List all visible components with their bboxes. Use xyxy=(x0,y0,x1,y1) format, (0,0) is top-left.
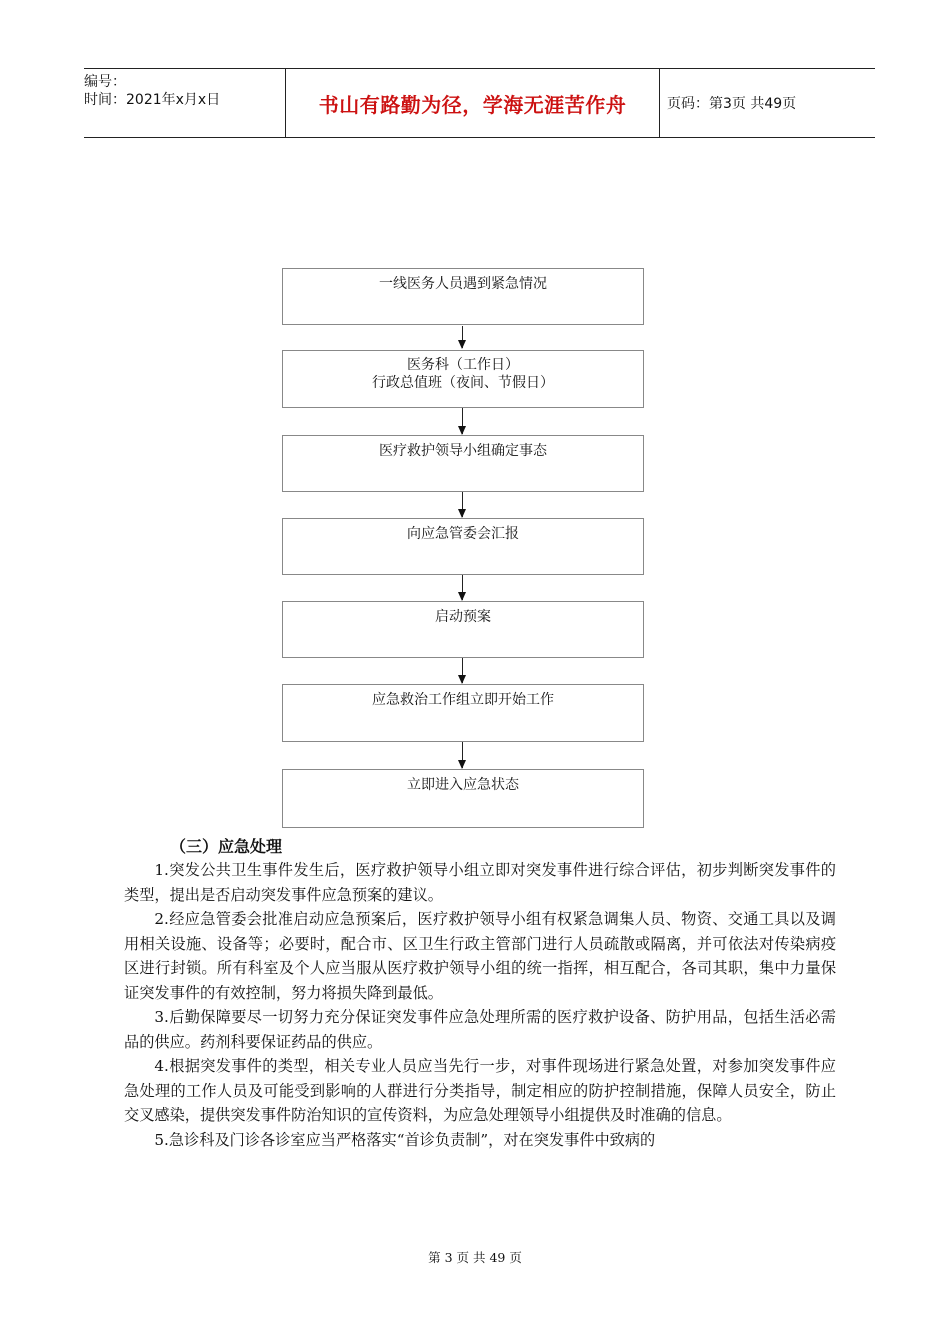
flow-arrow-1 xyxy=(462,326,463,348)
flow-step-3 xyxy=(282,435,644,492)
page-footer: 第 3 页 共 49 页 xyxy=(428,1250,522,1265)
flow-step-6 xyxy=(282,684,644,742)
flow-arrow-5 xyxy=(462,658,463,683)
flow-step-4-label: 向应急管委会汇报 xyxy=(407,526,519,542)
flow-step-5-label: 启动预案 xyxy=(435,609,491,625)
flow-step-1 xyxy=(282,268,644,325)
flow-step-5 xyxy=(282,601,644,658)
doc-time-label: 时间：2021年x月x日 xyxy=(84,92,221,108)
flow-step-6-label: 应急救治工作组立即开始工作 xyxy=(372,692,554,708)
flow-step-4 xyxy=(282,518,644,575)
flow-arrow-3 xyxy=(462,492,463,517)
flow-arrow-6 xyxy=(462,742,463,768)
header-motto: 书山有路勤为径，学海无涯苦作舟 xyxy=(285,69,660,137)
section-body xyxy=(124,858,836,1152)
header-page-info: 页码：第3页 共49页 xyxy=(667,96,797,112)
flow-step-2-line2: 行政总值班（夜间、节假日） xyxy=(372,375,554,391)
flow-arrow-4 xyxy=(462,575,463,600)
flow-arrow-2 xyxy=(462,408,463,434)
flow-step-7-label: 立即进入应急状态 xyxy=(407,777,519,793)
paragraph-2: 2.经应急管委会批准启动应急预案后，医疗救护领导小组有权紧急调集人员、物资、交通工具以及调用相关设施、设备等；必要时，配合市、区卫生行政主管部门进行人员疏散或隔离，并可依法对传染病疫区进行封锁。所有科室及个人应当服从医疗救护领导小组的统一指挥，相互配合，各司其职，集中力量保证突发事件的有效控制，努力将损失降到最低。 xyxy=(124,910,836,1002)
paragraph-3: 3.后勤保障要尽一切努力充分保证突发事件应急处理所需的医疗救护设备、防护用品，包括生活必需品的供应。药剂科要保证药品的供应。 xyxy=(124,1008,836,1051)
flow-step-2-line1: 医务科（工作日） xyxy=(407,357,519,373)
paragraph-5: 5.急诊科及门诊各诊室应当严格落实“首诊负责制”，对在突发事件中致病的 xyxy=(154,1130,656,1149)
section-title: （三）应急处理 xyxy=(170,837,283,856)
flow-step-7 xyxy=(282,769,644,828)
paragraph-4: 4.根据突发事件的类型，相关专业人员应当先行一步，对事件现场进行紧急处置，对参加突发事件应急处理的工作人员及可能受到影响的人群进行分类指导，制定相应的防护控制措施，保障人员安全，防止交叉感染，提供突发事件防治知识的宣传资料，为应急处理领导小组提供及时准确的信息。 xyxy=(124,1057,836,1124)
flow-step-1-label: 一线医务人员遇到紧急情况 xyxy=(379,276,547,292)
flow-step-2 xyxy=(282,350,644,408)
paragraph-1: 1.突发公共卫生事件发生后，医疗救护领导小组立即对突发事件进行综合评估，初步判断突发事件的类型，提出是否启动突发事件应急预案的建议。 xyxy=(124,861,836,904)
flow-step-3-label: 医疗救护领导小组确定事态 xyxy=(379,443,547,459)
doc-number-label: 编号： xyxy=(84,74,126,90)
page-header xyxy=(84,68,875,138)
header-meta xyxy=(84,69,284,141)
